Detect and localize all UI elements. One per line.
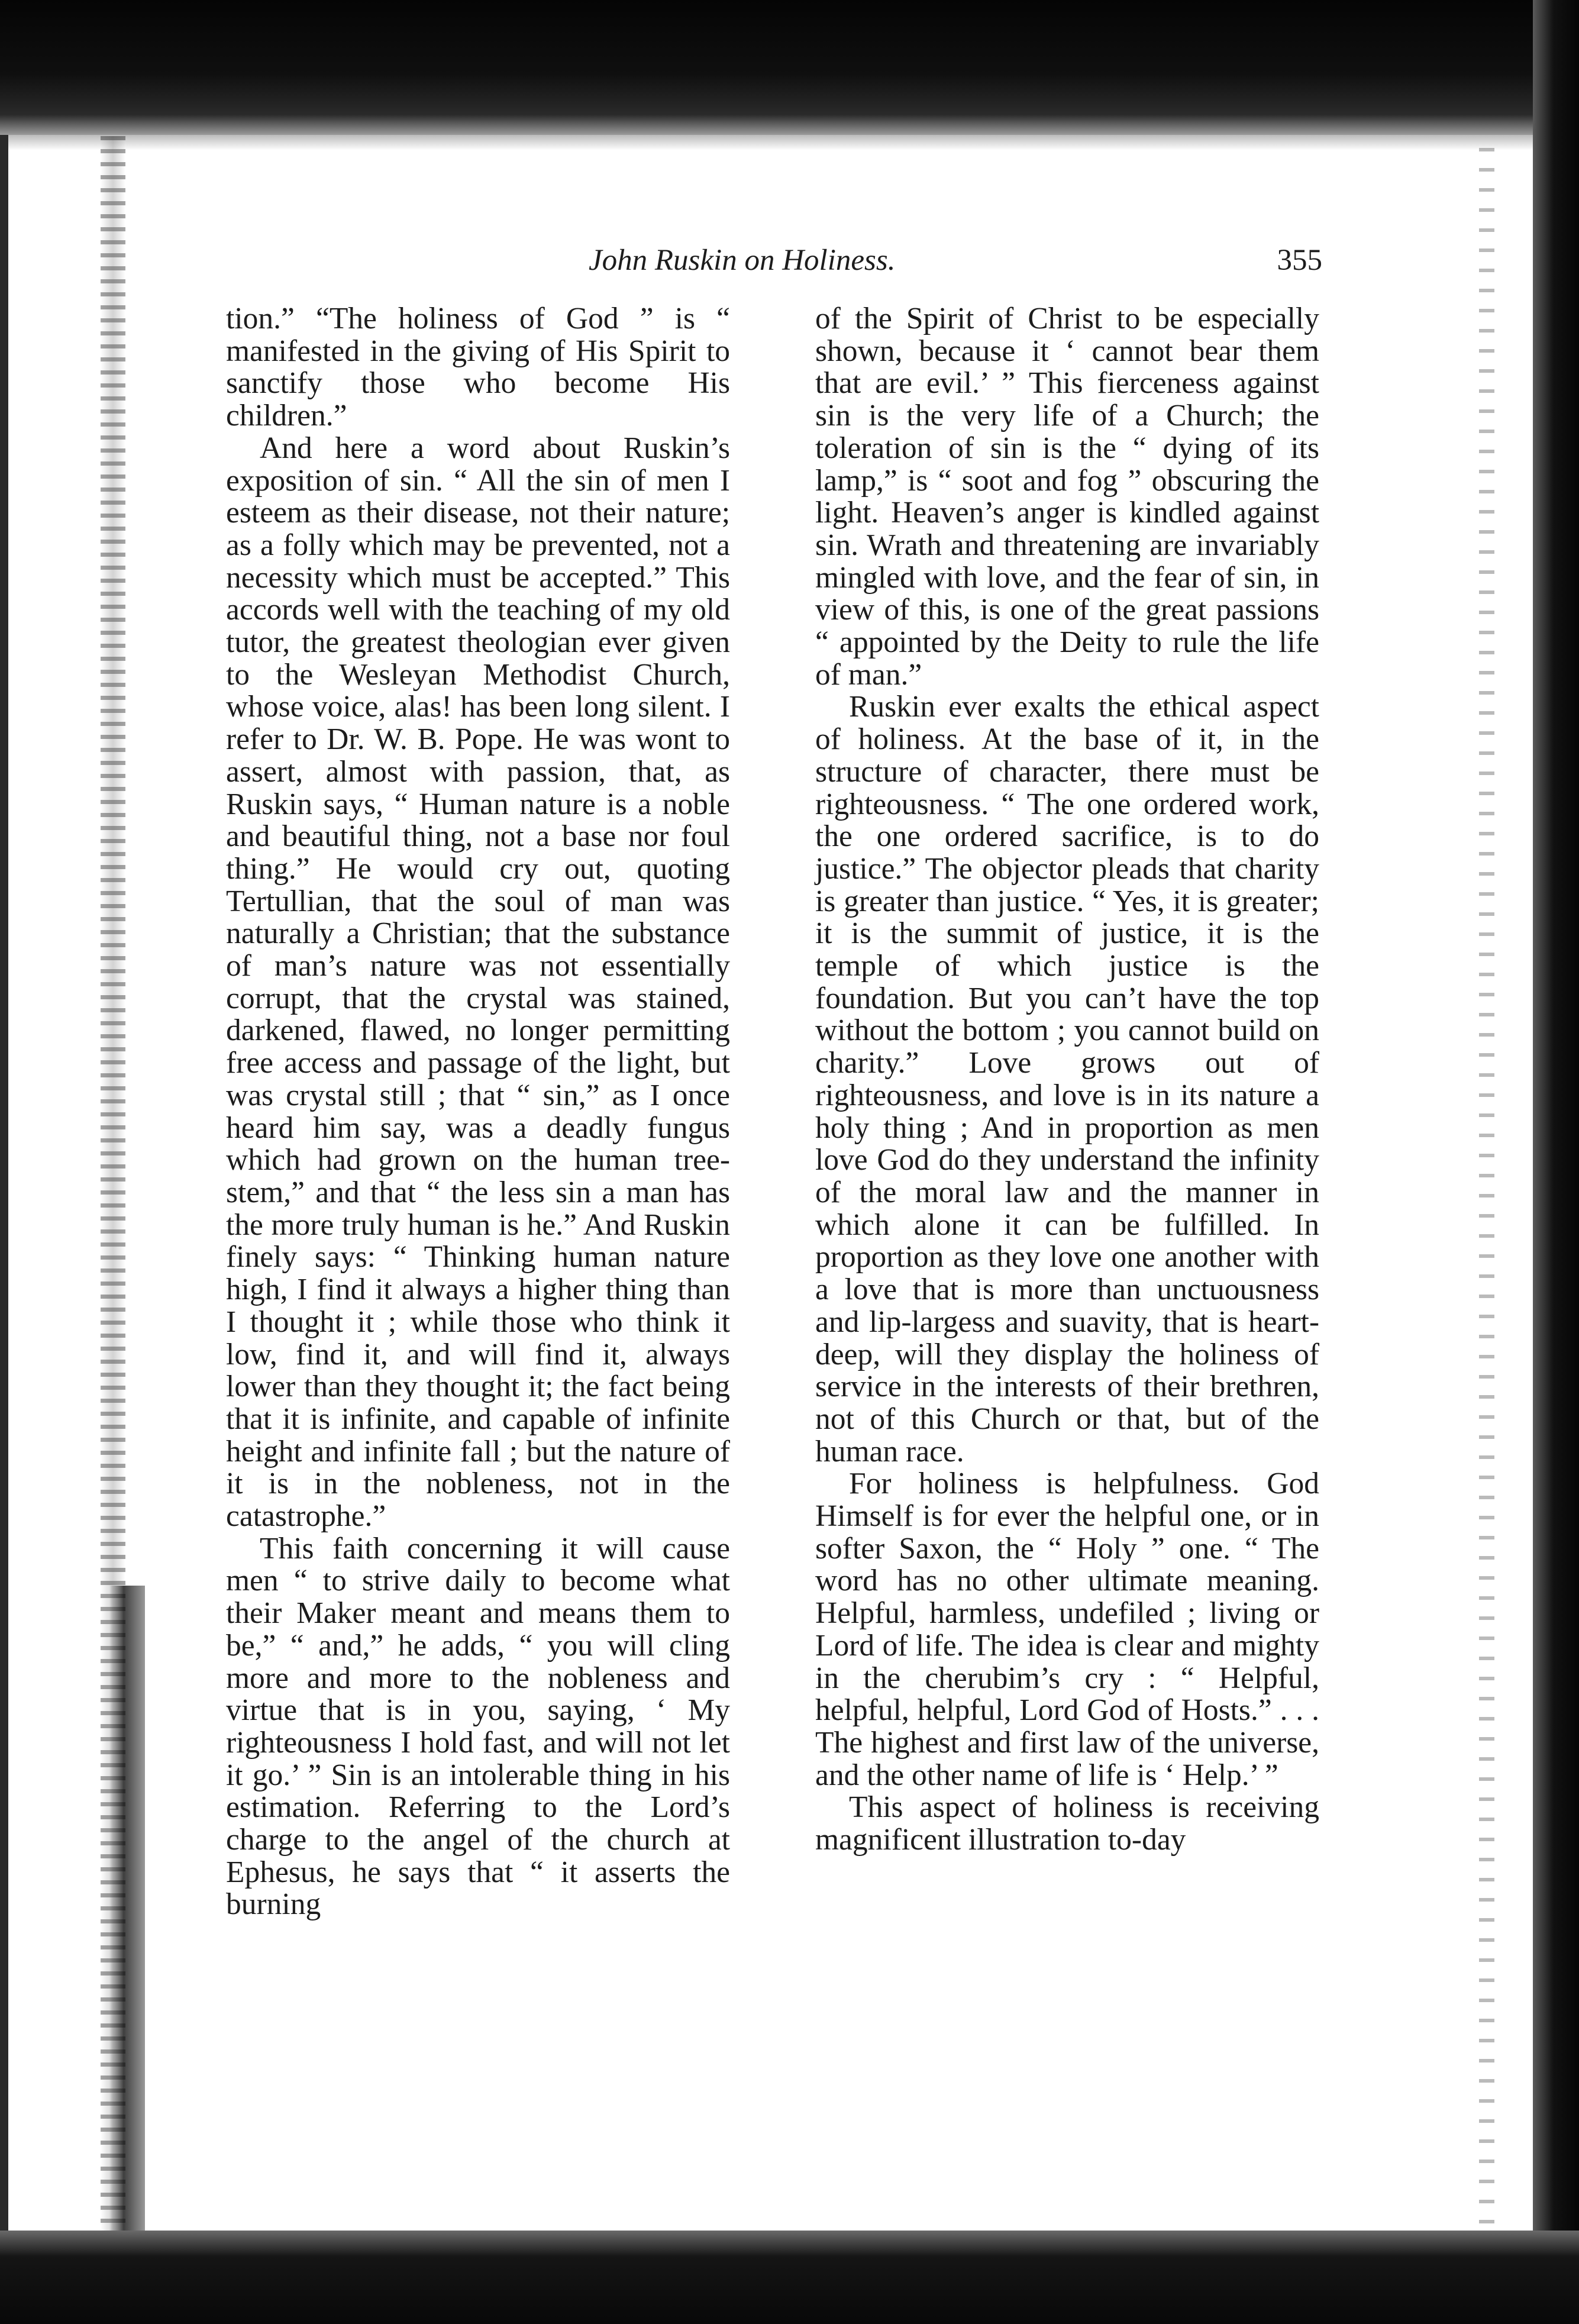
paragraph: of the Spirit of Christ to be especially shown, because it ‘ cannot bear them that are evil.’ ” This fierceness against sin is the very life of a Church; the toleration of sin is the “ dying of its lamp,” is “ soot and fog ” obscuring the light. Heaven’s anger is kindled against sin. Wrath and threatening are invariably mingled with love, and the fear of sin, in view of this, is one of the great passions “ appointed by the Deity to rule the life of man.” (815, 302, 1319, 692)
scan-left-edge (0, 135, 8, 2324)
paragraph: This aspect of holiness is receiving magnificent illustration to-day (815, 1790, 1319, 1857)
paragraph: This faith concerning it will cause men “ to strive daily to become what their Maker meant and means them to be,” “ and,” he adds, “ you will cling more and more to the nobleness and virtue that is in you, saying, ‘ My righteousness I hold fast, and will not let it go.’ ” Sin is an intolerable thing in his estimation. Referring to the Lord’s charge to the angel of the church at Ephesus, he says that “ it asserts the burning (226, 1531, 730, 1922)
paragraph: And here a word about Ruskin’s exposition of sin. “ All the sin of men I esteem as their disease, not their nature; as a folly which may be prevented, not a necessity which must be accepted.” This accords well with the teaching of my old tutor, the greatest theologian ever given to the Wesleyan Methodist Church, whose voice, alas! has been long silent. I refer to Dr. W. B. Pope. He was wont to assert, almost with passion, that, as Ruskin says, “ Human nature is a noble and beautiful thing, not a base nor foul thing.” He would cry out, quoting Tertullian, that the soul of man was naturally a Christian; that the substance of man’s nature was not essentially corrupt, that the crystal was stained, darkened, flawed, no longer permitting free access and passage of the light, but was crystal still ; that “ sin,” as I once heard him say, was a deadly fungus which had grown on the human tree-stem,” and that “ the less sin a man has the more truly human is he.” And Ruskin finely says: “ Thinking human nature high, I find it always a higher thing than I thought it ; while those who think it low, find it, and will find it, always lower than they thought it; the fact being that it is infinite, and capable of infinite height and infinite fall ; but the nature of it is in the nobleness, not in the catastrophe.” (226, 431, 730, 1534)
running-head (139, 240, 1322, 281)
scan-top-shadow (0, 135, 1579, 150)
page-number: 355 (1277, 244, 1322, 277)
running-title: John Ruskin on Holiness. (589, 244, 896, 277)
text-column-right (815, 303, 1319, 1857)
binding-gutter-shadow (109, 1586, 145, 2266)
paragraph: For holiness is helpfulness. God Himself is for ever the helpful one, or in softer Saxon, the “ Holy ” one. “ The word has no other ultimate meaning. Helpful, harmless, undefiled ; living or Lord of life. The idea is clear and mighty in the cherubim’s cry : “ Helpful, helpful, helpful, Lord God of Hosts.” . . . The highest and first law of the universe, and the other name of life is ‘ Help.’ ” (815, 1467, 1319, 1792)
scan-top-edge (0, 0, 1579, 135)
paragraph: tion.” “The holiness of God ” is “ manifested in the giving of His Spirit to sanctify those who become His children.” (226, 302, 730, 433)
text-column-left (226, 303, 730, 1921)
right-margin-speckle (1479, 148, 1494, 2278)
paragraph: Ruskin ever exalts the ethical aspect of holiness. At the base of it, in the structure of character, there must be righteousness. “ The one ordered work, the one ordered sacrifice, is to do justice.” The objector pleads that charity is greater than justice. “ Yes, it is greater; it is the summit of justice, it is the temple of which justice is the foundation. But you can’t have the top without the bottom ; you cannot build on charity.” Love grows out of righteousness, and love is in its nature a holy thing ; And in proportion as men love God do they understand the infinity of the moral law and the manner in which alone it can be fulfilled. In proportion as they love one another with a love that is more than unctuousness and lip-largess and suavity, that is heart-deep, will they display the holiness of service in the interests of their brethren, not of this Church or that, but of the human race. (815, 690, 1319, 1468)
scan-bottom-edge (0, 2231, 1579, 2324)
scan-right-edge (1533, 0, 1579, 2324)
